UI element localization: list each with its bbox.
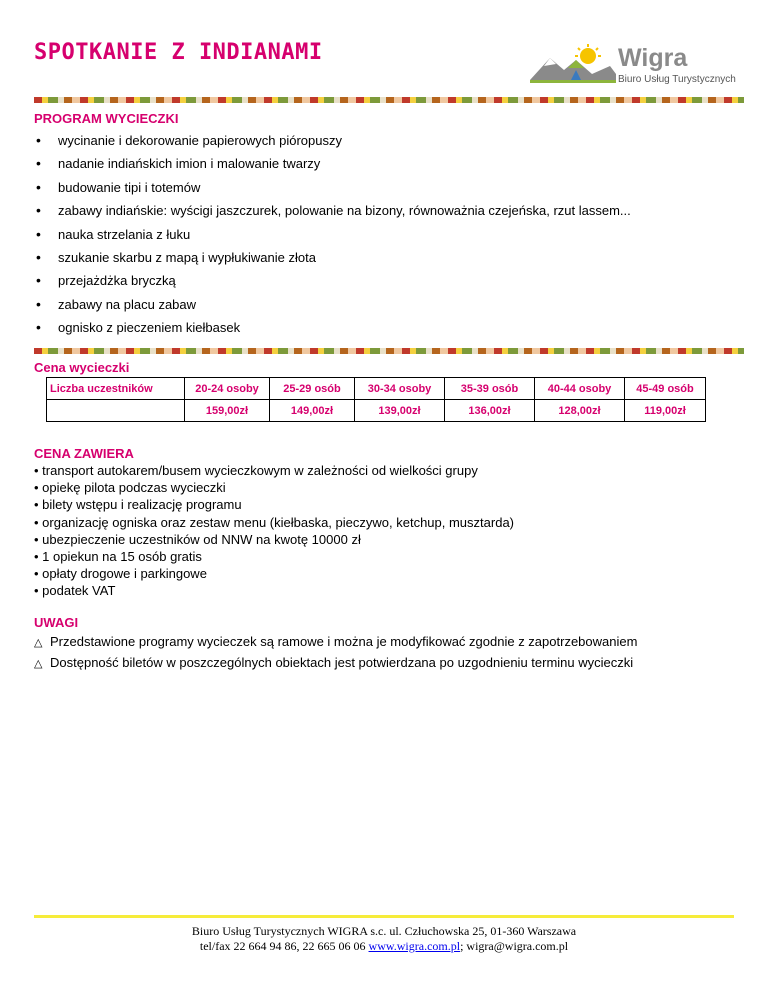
footer-contact xyxy=(0,939,768,954)
footer-divider xyxy=(34,915,734,918)
footer-address: Biuro Usług Turystycznych WIGRA s.c. ul. Człuchowska 25, 01-360 Warszawa xyxy=(191,924,577,938)
footer-email: ; wigra@wigra.com.pl xyxy=(460,938,569,953)
program-heading: PROGRAM WYCIECZKI xyxy=(34,111,179,126)
program-item: • nauka strzelania z łuku xyxy=(34,227,631,250)
company-logo xyxy=(530,44,740,88)
note-text: Przedstawione programy wycieczek są ramowe i można je modyfikować zgodnie z zapotrzebowaniem xyxy=(50,634,638,649)
program-item: • nadanie indiańskich imion i malowanie twarzy xyxy=(34,156,631,179)
program-item: • zabawy indiańskie: wyścigi jaszczurek, polowanie na bizony, równoważnia czejeńska, rzut lassem... xyxy=(34,203,631,226)
group-size-cell: 40-44 osoby xyxy=(535,378,625,400)
group-size-cell: 35-39 osób xyxy=(445,378,535,400)
decorative-divider xyxy=(34,348,744,354)
includes-item: • organizację ogniska oraz zestaw menu (kiełbaska, pieczywo, ketchup, musztarda) xyxy=(34,514,514,530)
program-list xyxy=(34,133,631,344)
includes-item: • bilety wstępu i realizację programu xyxy=(34,497,242,513)
program-item: • ognisko z pieczeniem kiełbasek xyxy=(34,320,631,343)
logo-subtitle: Biuro Usług Turystycznych xyxy=(618,74,736,85)
mountain-logo-icon xyxy=(530,44,616,88)
price-cell: 139,00zł xyxy=(355,400,445,422)
footer-phone: tel/fax 22 664 94 86, 22 665 06 06 xyxy=(199,938,369,953)
website-link[interactable]: www.wigra.com.pl xyxy=(368,938,461,953)
program-item: • przejażdżka bryczką xyxy=(34,273,631,296)
triangle-bullet-icon: △ xyxy=(34,658,43,670)
program-item: • zabawy na placu zabaw xyxy=(34,297,631,320)
price-cell: 119,00zł xyxy=(625,400,706,422)
participants-label: Liczba uczestników xyxy=(47,378,185,400)
program-item: • wycinanie i dekorowanie papierowych pióropuszy xyxy=(34,133,631,156)
includes-item: • transport autokarem/busem wycieczkowym w zależności od wielkości grupy xyxy=(34,463,478,478)
includes-item: • ubezpieczenie uczestników od NNW na kwotę 10000 zł xyxy=(34,531,361,547)
footer xyxy=(0,924,768,953)
includes-heading: CENA ZAWIERA xyxy=(34,446,134,461)
program-item: • budowanie tipi i totemów xyxy=(34,180,631,203)
price-cell: 149,00zł xyxy=(270,400,355,422)
price-heading: Cena wycieczki xyxy=(34,360,130,375)
note-item xyxy=(34,632,637,653)
group-size-cell: 45-49 osób xyxy=(625,378,706,400)
page-title: SPOTKANIE Z INDIANAMI xyxy=(34,40,323,65)
table-row xyxy=(47,378,706,400)
note-text: Dostępność biletów w poszczególnych obiektach jest potwierdzana po uzgodnieniu terminu wycieczki xyxy=(50,655,634,670)
group-size-cell: 30-34 osoby xyxy=(355,378,445,400)
price-cell: 159,00zł xyxy=(185,400,270,422)
price-cell: 128,00zł xyxy=(535,400,625,422)
price-table xyxy=(46,377,706,422)
includes-item: • 1 opiekun na 15 osób gratis xyxy=(34,549,202,565)
note-item xyxy=(34,653,637,674)
notes-list xyxy=(34,632,637,674)
includes-item: • opłaty drogowe i parkingowe xyxy=(34,566,207,582)
triangle-bullet-icon: △ xyxy=(34,637,43,649)
program-item: • szukanie skarbu z mapą i wypłukiwanie złota xyxy=(34,250,631,273)
group-size-cell: 25-29 osób xyxy=(270,378,355,400)
table-row xyxy=(47,400,706,422)
includes-item: • opiekę pilota podczas wycieczki xyxy=(34,480,226,496)
includes-item: • podatek VAT xyxy=(34,583,116,599)
decorative-divider xyxy=(34,97,744,103)
price-cell: 136,00zł xyxy=(445,400,535,422)
notes-heading: UWAGI xyxy=(34,615,79,630)
empty-cell xyxy=(47,400,185,422)
group-size-cell: 20-24 osoby xyxy=(185,378,270,400)
logo-wordmark: Wigra xyxy=(618,44,688,72)
includes-list xyxy=(34,462,514,600)
